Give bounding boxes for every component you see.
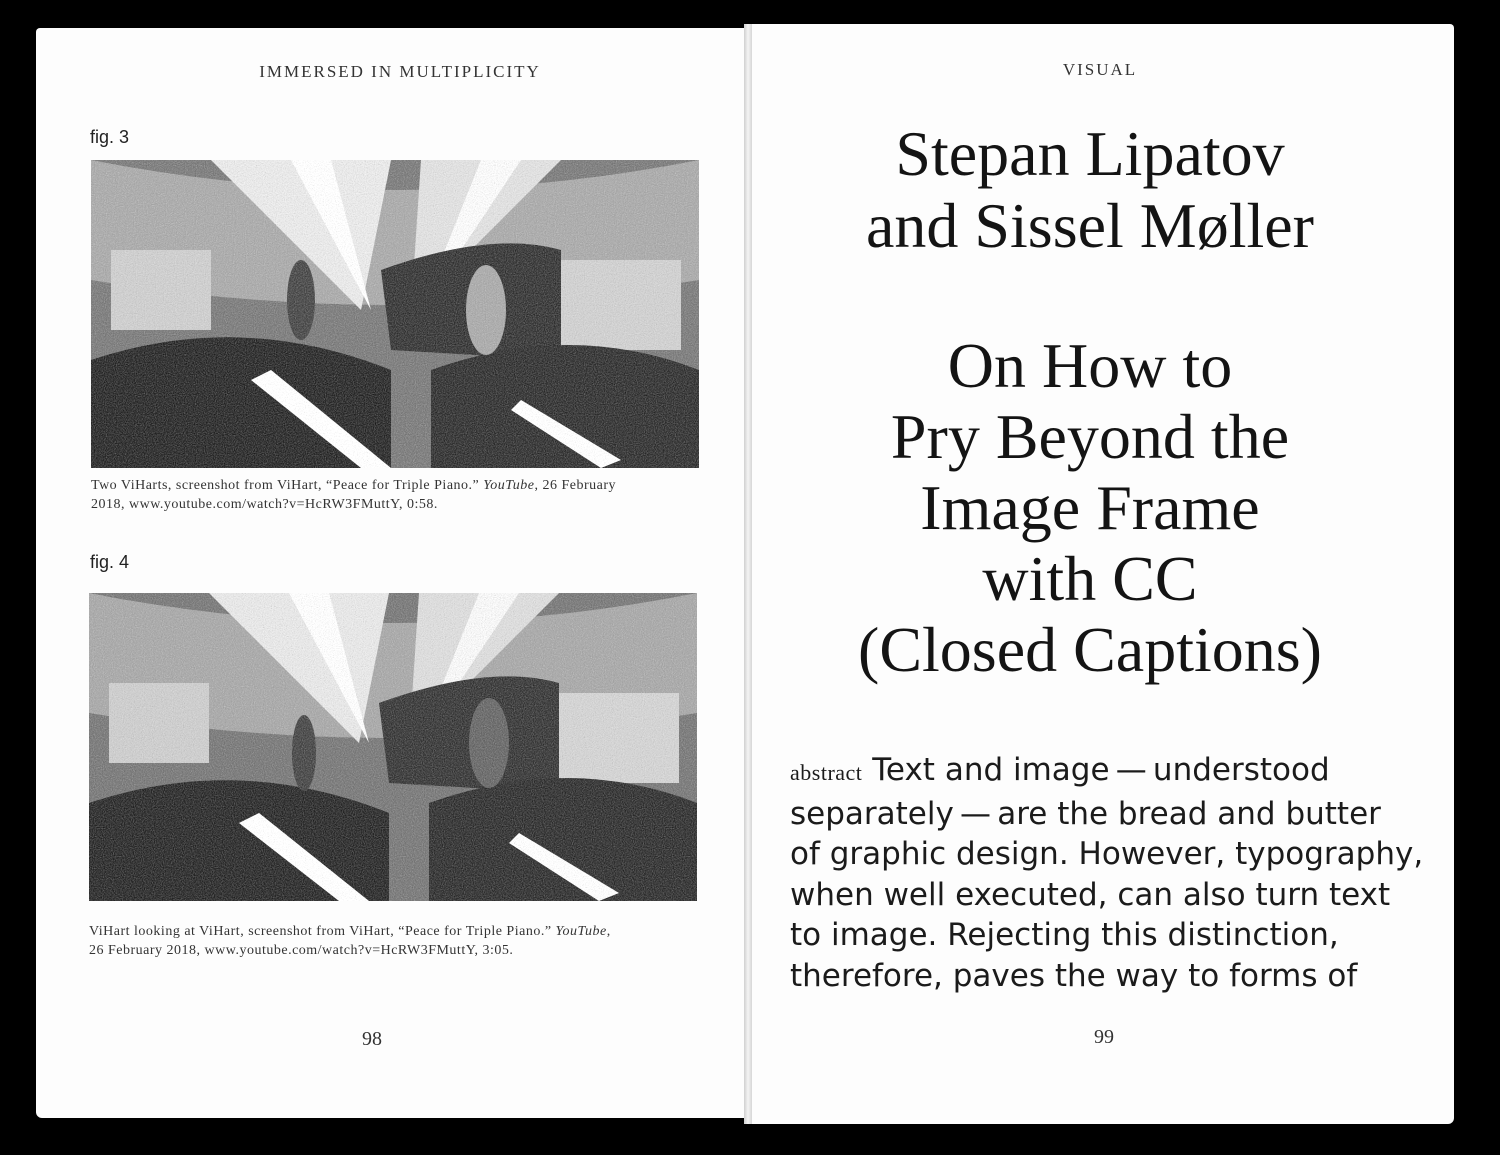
- abstract-line: to image. Rejecting this distinction,: [790, 917, 1339, 953]
- abstract: [790, 750, 1440, 996]
- figure-4-caption: [89, 922, 709, 960]
- author-line: Stepan Lipatov: [895, 118, 1285, 189]
- figure-3-image: [91, 160, 699, 468]
- left-running-head: IMMERSED IN MULTIPLICITY: [259, 62, 541, 81]
- abstract-line: when well executed, can also turn text: [790, 876, 1391, 913]
- abstract-label: abstract: [790, 760, 863, 785]
- abstract-line: separately — are the bread and butter: [790, 795, 1381, 832]
- title-line: Pry Beyond the: [890, 401, 1290, 472]
- panoramic-piano-room-photo-icon: [91, 160, 699, 468]
- figure-3-caption: [91, 476, 711, 514]
- title-line: with CC: [982, 543, 1198, 614]
- caption-line: Two ViHarts, screenshot from ViHart, “Peace for Triple Piano.” YouTube, 26 February: [91, 478, 617, 493]
- abstract-line: Text and image — understood: [872, 752, 1330, 788]
- author-names: [780, 118, 1400, 262]
- panoramic-piano-room-photo-icon: [89, 593, 697, 901]
- figure-4-image: [89, 593, 697, 901]
- figure-4-label: fig. 4: [90, 552, 130, 572]
- right-page-number: 99: [1094, 1026, 1114, 1048]
- book-gutter: [744, 24, 752, 1124]
- abstract-line: therefore, paves the way to forms of: [790, 957, 1358, 994]
- figure-3-label: fig. 3: [90, 127, 130, 147]
- right-running-head: VISUAL: [1062, 60, 1138, 79]
- article-title: [780, 330, 1400, 685]
- caption-line: ViHart looking at ViHart, screenshot from ViHart, “Peace for Triple Piano.” YouTube,: [89, 924, 611, 939]
- title-line: On How to: [947, 330, 1233, 401]
- author-line: and Sissel Møller: [866, 190, 1314, 261]
- caption-line: 2018, www.youtube.com/watch?v=HcRW3FMuttY, 0:58.: [91, 497, 438, 512]
- abstract-line: of graphic design. However, typography,: [790, 836, 1424, 872]
- title-line: (Closed Captions): [858, 614, 1322, 685]
- left-page-number: 98: [362, 1028, 382, 1050]
- caption-line: 26 February 2018, www.youtube.com/watch?v=HcRW3FMuttY, 3:05.: [89, 943, 514, 958]
- title-line: Image Frame: [920, 472, 1260, 543]
